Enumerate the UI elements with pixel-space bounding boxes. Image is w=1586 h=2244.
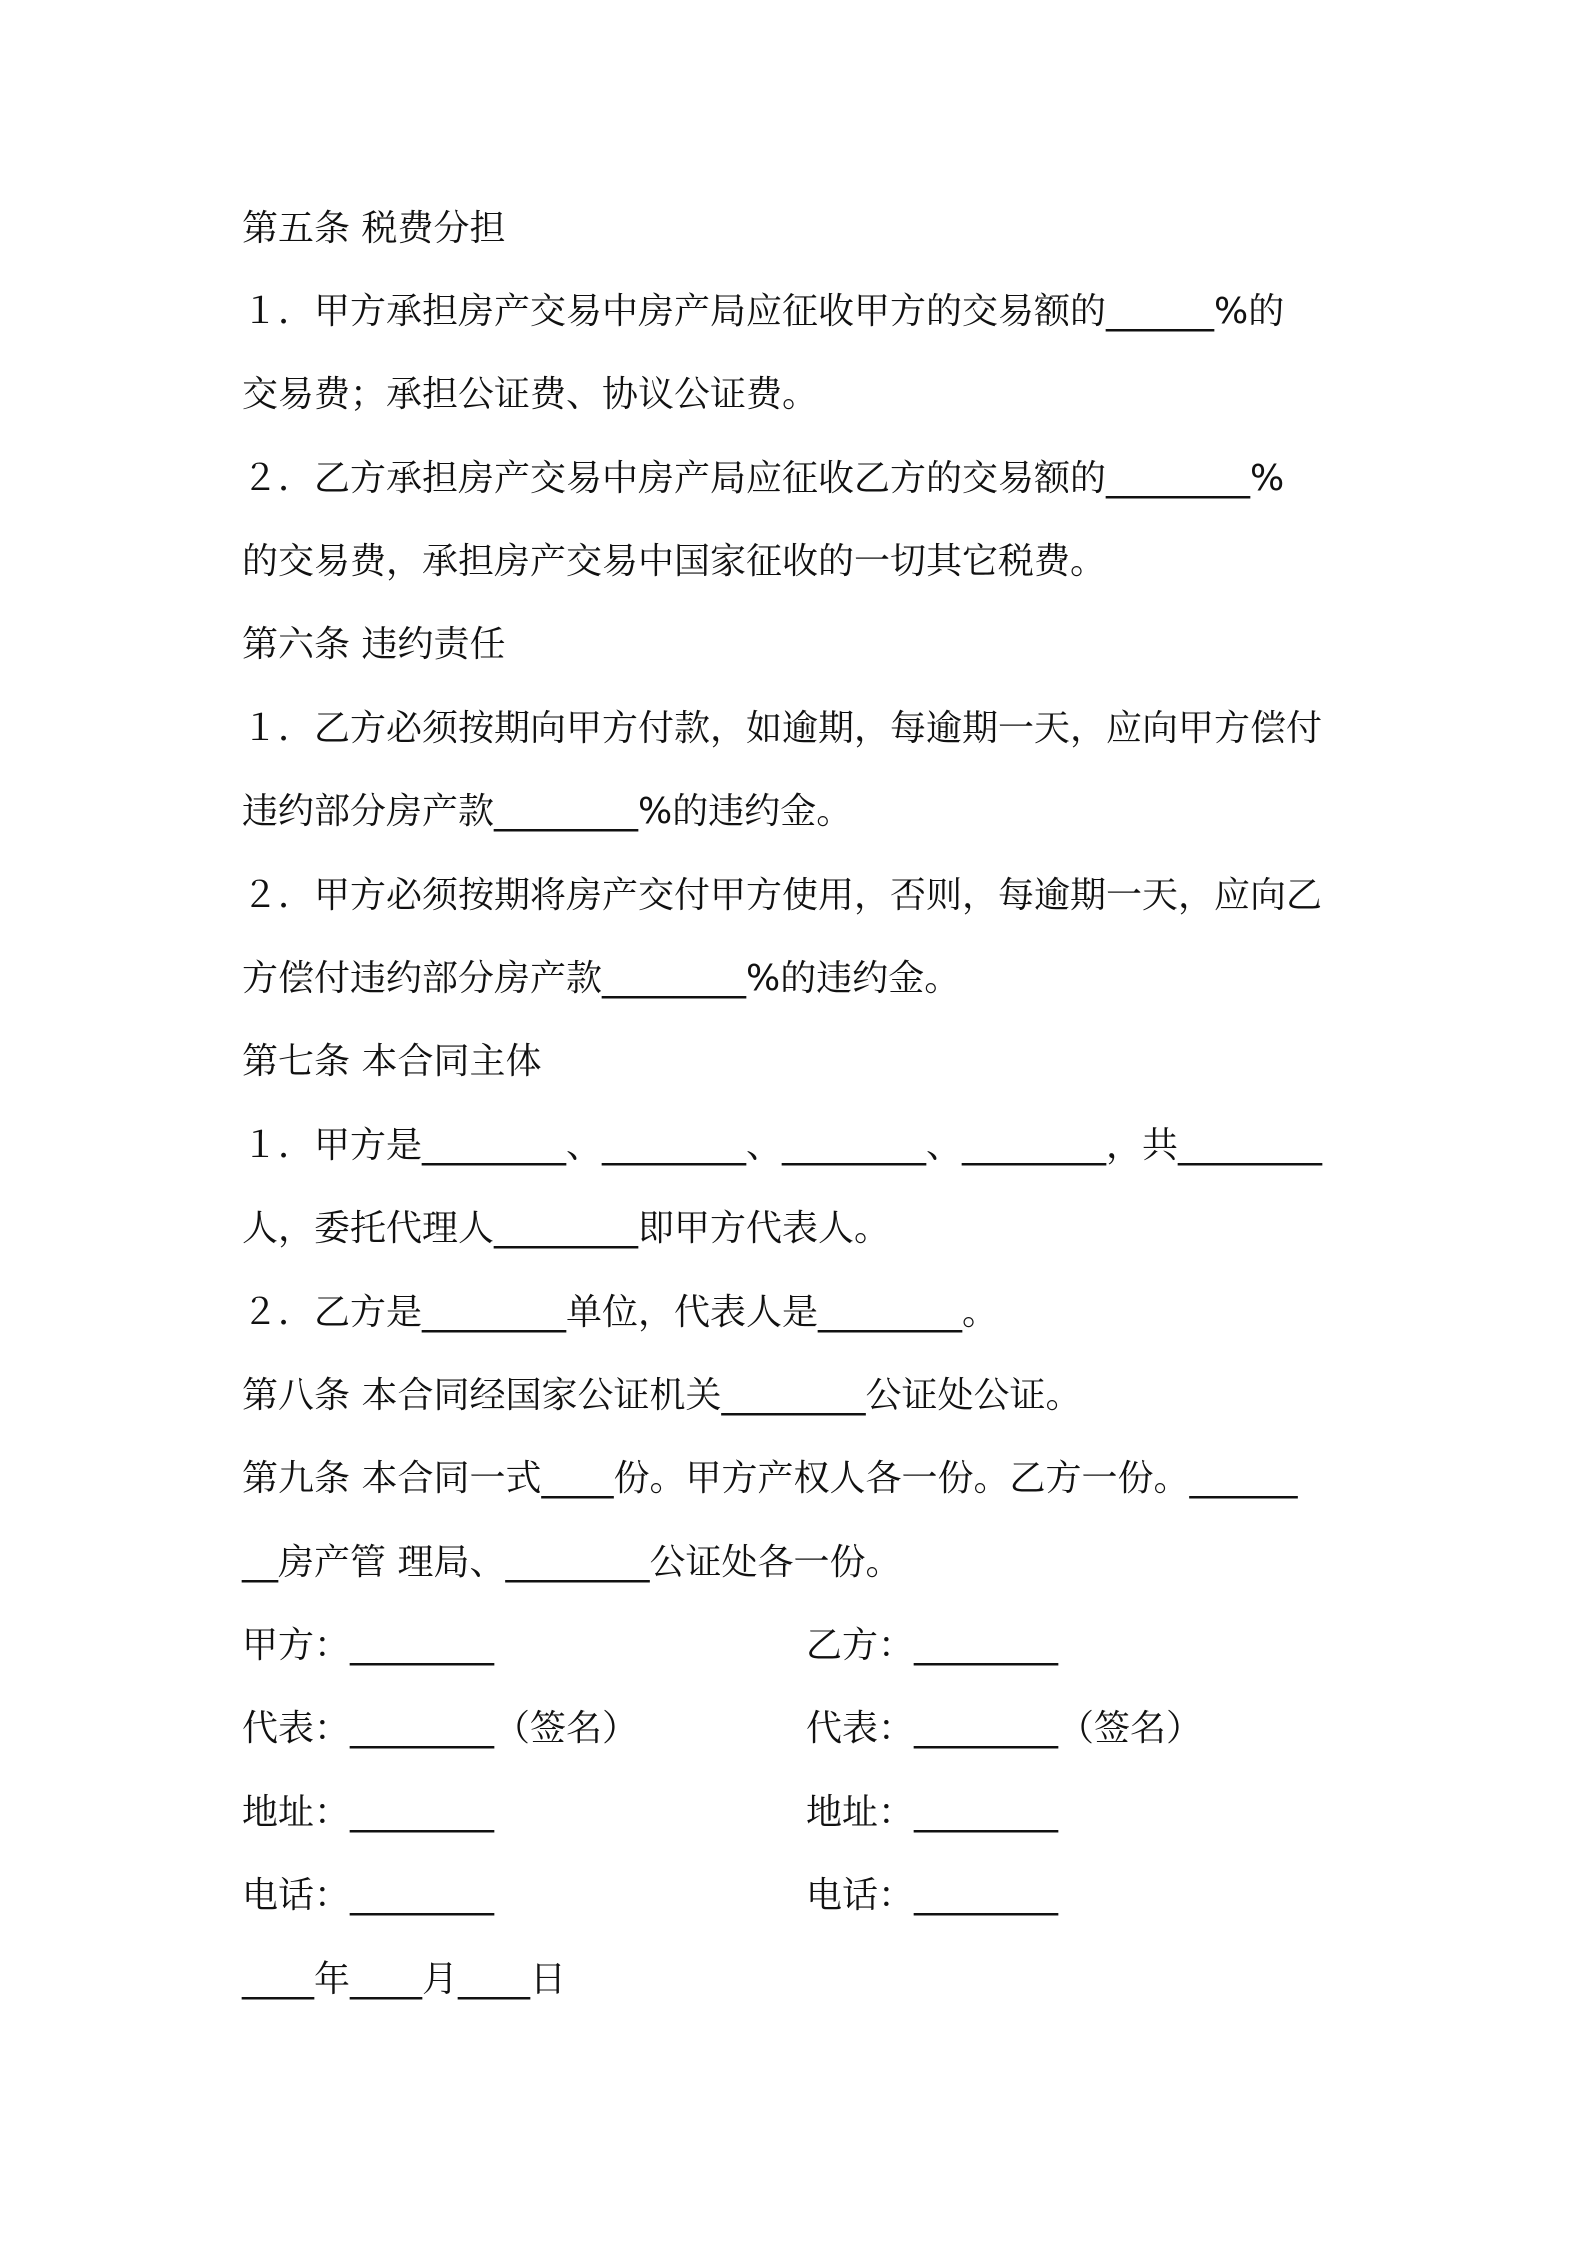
article6-item1-line1: １．乙方必须按期向甲方付款，如逾期，每逾期一天，应向甲方偿付	[242, 708, 1323, 749]
article5-item2-line1: ２．乙方承担房产交易中房产局应征收乙方的交易额的________%	[242, 458, 1285, 499]
article5-heading: 第五条 税费分担	[242, 208, 506, 249]
article8-line1: 第八条 本合同经国家公证机关________公证处公证。	[242, 1375, 1082, 1416]
article7-item1-line1: １．甲方是________、________、________、________，共________	[242, 1125, 1323, 1166]
article5-item2-line2: 的交易费，承担房产交易中国家征收的一切其它税费。	[242, 541, 1107, 582]
signature-address-a: 地址：________	[242, 1792, 495, 1833]
signature-rep-a: 代表：________（签名）	[242, 1708, 639, 1749]
article5-item1-line1: １．甲方承担房产交易中房产局应征收甲方的交易额的______%的	[242, 291, 1285, 332]
article7-item1-line2: 人，委托代理人________即甲方代表人。	[242, 1208, 891, 1249]
article6-item2-line2: 方偿付违约部分房产款________%的违约金。	[242, 958, 961, 999]
article7-item2-line1: ２．乙方是________单位，代表人是________。	[242, 1292, 999, 1333]
signature-party-a: 甲方：________	[242, 1625, 495, 1666]
signature-party-b: 乙方：________	[806, 1625, 1059, 1666]
article6-item2-line1: ２．甲方必须按期将房产交付甲方使用，否则，每逾期一天，应向乙	[242, 875, 1323, 916]
signature-phone-a: 电话：________	[242, 1875, 495, 1916]
date-line: ____年____月____日	[242, 1959, 567, 2000]
signature-address-b: 地址：________	[806, 1792, 1059, 1833]
signature-phone-b: 电话：________	[806, 1875, 1059, 1916]
article9-line2: __房产管 理局、________公证处各一份。	[242, 1542, 902, 1583]
signature-rep-b: 代表：________（签名）	[806, 1708, 1203, 1749]
article6-heading: 第六条 违约责任	[242, 624, 506, 665]
article6-item1-line2: 违约部分房产款________%的违约金。	[242, 791, 853, 832]
article5-item1-line2: 交易费；承担公证费、协议公证费。	[242, 374, 819, 415]
article9-line1: 第九条 本合同一式____份。甲方产权人各一份。乙方一份。______	[242, 1458, 1298, 1499]
article7-heading: 第七条 本合同主体	[242, 1041, 542, 1082]
